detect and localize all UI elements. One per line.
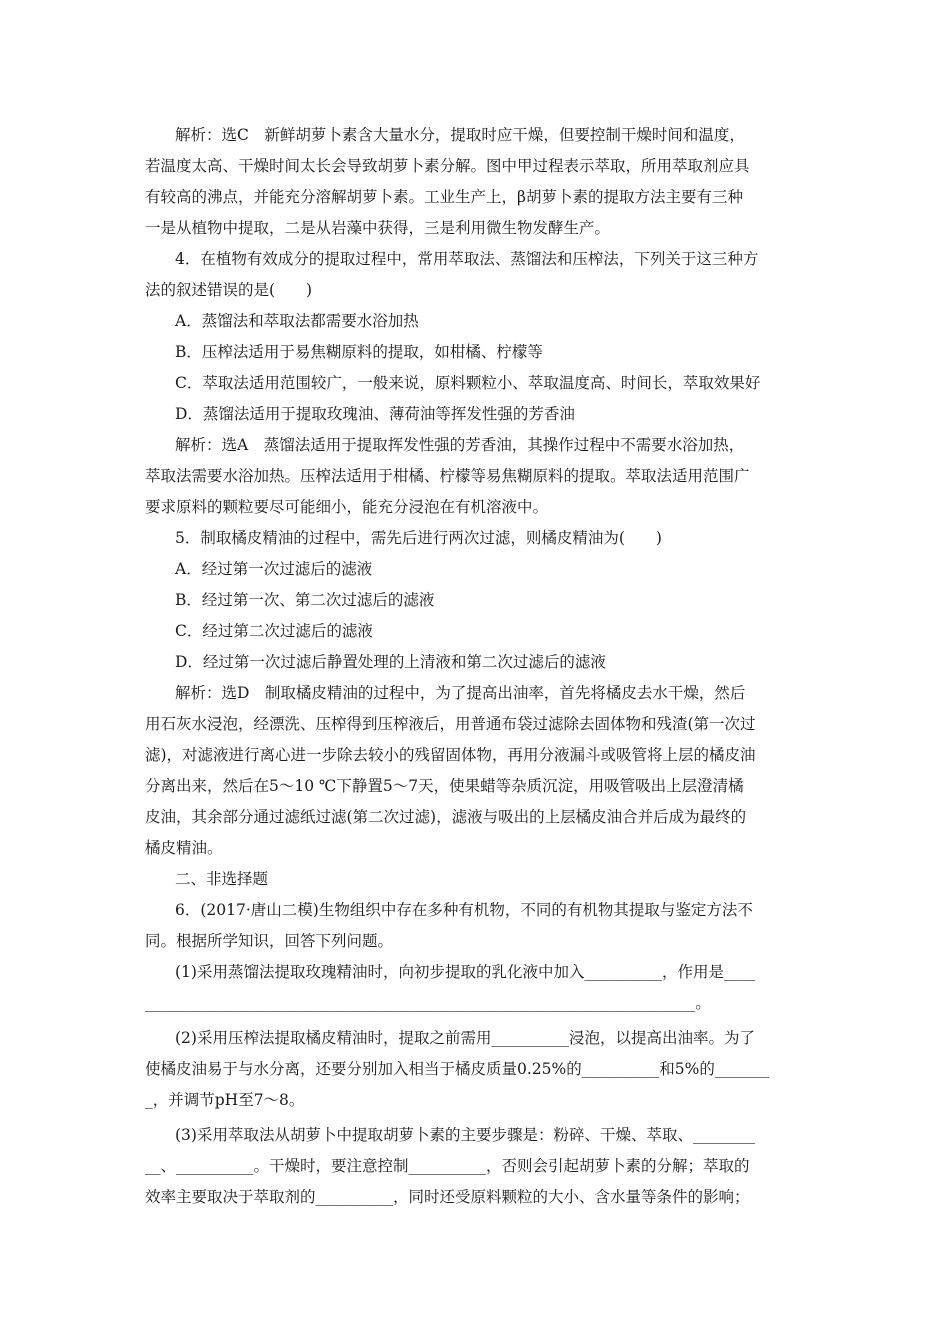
option-c: C．经过第二次过滤后的滤液	[175, 622, 373, 640]
option-a: A．蒸馏法和萃取法都需要水浴加热	[175, 312, 419, 330]
text-line: 皮油，其余部分通过滤纸过滤(第二次过滤)，滤液与吸出的上层橘皮油合并后成为最终的	[145, 808, 747, 826]
sub-question-1: (1)采用蒸馏法提取玫瑰精油时，向初步提取的乳化液中加入__________，作用是____	[175, 963, 755, 981]
question-5-stem: 5．制取橘皮精油的过程中，需先后进行两次过滤，则橘皮精油为( )	[175, 529, 662, 547]
text-line: 若温度太高、干燥时间太长会导致胡萝卜素分解。图中甲过程表示萃取，所用萃取剂应具	[145, 157, 750, 175]
analysis-text: 解析：选A 蒸馏法适用于提取挥发性强的芳香油，其操作过程中不需要水浴加热，	[175, 436, 745, 454]
sub-question-3: (3)采用萃取法从胡萝卜中提取胡萝卜素的主要步骤是：粉碎、干燥、萃取、________	[175, 1126, 755, 1144]
text-line: 法的叙述错误的是( )	[145, 281, 313, 299]
option-a: A．经过第一次过滤后的滤液	[175, 560, 373, 578]
text-line: __、__________。干燥时，要注意控制__________，否则会引起胡萝卜素的分解；萃取的	[145, 1157, 750, 1175]
sub-question-2: (2)采用压榨法提取橘皮精油时，提取之前需用__________浸泡，以提高出油率。为了	[175, 1029, 755, 1047]
text-line: 解析：选C 新鲜胡萝卜素含大量水分，提取时应干燥，但要控制干燥时间和温度，	[175, 126, 745, 144]
option-b: B．压榨法适用于易焦糊原料的提取，如柑橘、柠檬等	[175, 343, 543, 361]
text-line: 滤)，对滤液进行离心进一步除去较小的残留固体物，再用分液漏斗或吸管将上层的橘皮油	[145, 746, 756, 764]
text-line: 分离出来，然后在5～10 ℃下静置5～7天，使果蜡等杂质沉淀，用吸管吸出上层澄清橘	[145, 777, 744, 795]
text-line: 用石灰水浸泡，经漂洗、压榨得到压榨液后，用普通布袋过滤除去固体物和残渣(第一次过	[145, 715, 756, 733]
option-c: C．萃取法适用范围较广，一般来说，原料颗粒小、萃取温度高、时间长，萃取效果好	[175, 374, 761, 392]
text-line: 同。根据所学知识，回答下列问题。	[145, 932, 394, 950]
text-line: 使橘皮油易于与水分离，还要分别加入相当于橘皮质量0.25%的__________和5%的_______	[145, 1060, 770, 1078]
analysis-text: 解析：选D 制取橘皮精油的过程中，为了提高出油率，首先将橘皮去水干燥，然后	[175, 684, 746, 702]
option-d: D．经过第一次过滤后静置处理的上清液和第二次过滤后的滤液	[175, 653, 606, 671]
section-heading: 二、非选择题	[175, 870, 269, 888]
option-d: D．蒸馏法适用于提取玫瑰油、薄荷油等挥发性强的芳香油	[175, 405, 575, 423]
text-line: 萃取法需要水浴加热。压榨法适用于柑橘、柠檬等易焦糊原料的提取。萃取法适用范围广	[145, 467, 750, 485]
option-b: B．经过第一次、第二次过滤后的滤液	[175, 591, 435, 609]
text-line: _，并调节pH至7～8。	[145, 1091, 305, 1109]
text-line: 橘皮精油。	[145, 839, 223, 857]
text-line: 效率主要取决于萃取剂的__________，同时还受原料颗粒的大小、含水量等条件的影响；	[145, 1188, 750, 1206]
text-line: _______________________________________________________________________。	[145, 994, 711, 1012]
question-6-stem: 6．(2017·唐山二模)生物组织中存在多种有机物，不同的有机物其提取与鉴定方法不	[175, 901, 753, 919]
text-line: 一是从植物中提取，二是从岩藻中获得，三是利用微生物发酵生产。	[145, 219, 611, 237]
question-4-stem: 4．在植物有效成分的提取过程中，常用萃取法、蒸馏法和压榨法，下列关于这三种方	[175, 250, 759, 268]
text-line: 要求原料的颗粒要尽可能细小，能充分浸泡在有机溶液中。	[145, 498, 549, 516]
document-body	[145, 120, 810, 1213]
text-line: 有较高的沸点，并能充分溶解胡萝卜素。工业生产上，β胡萝卜素的提取方法主要有三种	[145, 188, 743, 206]
